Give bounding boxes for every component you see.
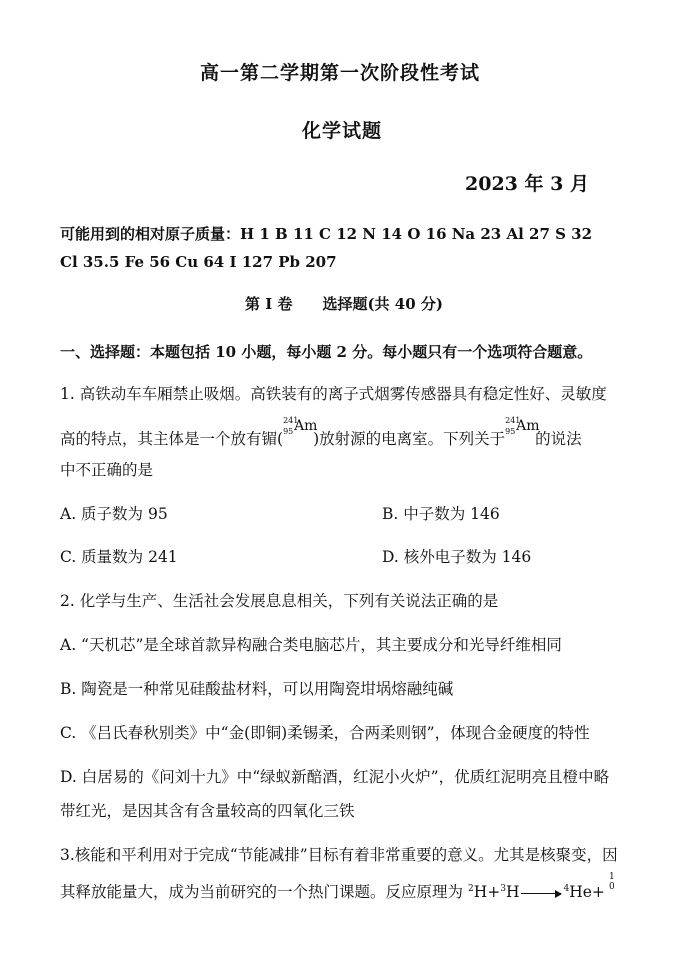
- reaction-arrow: [521, 893, 561, 894]
- q2-option-c: C. 《吕氏春秋别类》中“金(即铜)柔锡柔，合两柔则钢”，体现合金硬度的特性: [60, 724, 590, 742]
- q3-line-2: [60, 880, 605, 902]
- q2-option-b: B. 陶瓷是一种常见硅酸盐材料，可以用陶瓷坩埚熔融纯碱: [60, 680, 454, 698]
- q1-option-b: B. 中子数为 146: [382, 505, 500, 523]
- q1-line-3: 中不正确的是: [60, 461, 154, 479]
- atomic-mass-line-1: 可能用到的相对原子质量：H 1 B 11 C 12 N 14 O 16 Na 23 Al 27 S 32: [60, 225, 593, 243]
- q2-option-d-line-1: D. 白居易的《问刘十九》中“绿蚁新醅酒，红泥小火炉”，优质红泥明亮且橙中略: [60, 768, 610, 786]
- section-instruction: 一、选择题：本题包括 10 小题，每小题 2 分。每小题只有一个选项符合题意。: [60, 343, 593, 361]
- q2-stem: 2. 化学与生产、生活社会发展息息相关，下列有关说法正确的是: [60, 592, 499, 610]
- q1-line-2-b: )放射源的电离室。下列关于: [313, 430, 506, 448]
- q1-line-2-a: 高的特点，其主体是一个放有镅(: [60, 430, 284, 448]
- exam-subtitle: 化学试题: [302, 120, 383, 142]
- am-nuclide-2: 241 95 Am: [505, 416, 540, 436]
- q3-line-2-text: 其释放能量大，成为当前研究的一个热门课题。反应原理为: [60, 883, 464, 901]
- q1-line-2-c: 的说法: [535, 430, 582, 448]
- exam-title: 高一第二学期第一次阶段性考试: [200, 62, 481, 84]
- section-heading: 第 I 卷 选择题(共 40 分): [245, 295, 443, 313]
- q1-option-a: A. 质子数为 95: [60, 505, 168, 523]
- exam-date: 2023 年 3 月: [465, 173, 589, 195]
- neutron-notation: 1 0: [609, 872, 615, 892]
- q2-option-d-line-2: 带红光，是因其含有含量较高的四氧化三铁: [60, 802, 355, 820]
- q3-line-1: 3.核能和平利用对于完成“节能减排”目标有着非常重要的意义。尤其是核聚变，因: [60, 846, 618, 864]
- q1-line-1: 1. 高铁动车车厢禁止吸烟。高铁装有的离子式烟雾传感器具有稳定性好、灵敏度: [60, 385, 607, 403]
- am-nuclide: 241 95 Am: [283, 416, 318, 436]
- q1-option-c: C. 质量数为 241: [60, 548, 178, 566]
- q1-option-d: D. 核外电子数为 146: [382, 548, 532, 566]
- q2-option-a: A. “天机芯”是全球首款异构融合类电脑芯片，其主要成分和光导纤维相同: [60, 636, 562, 654]
- atomic-mass-line-2: Cl 35.5 Fe 56 Cu 64 I 127 Pb 207: [60, 253, 337, 271]
- reaction-equation: $^2$H+$^3$H $^4$He+: [467, 883, 605, 901]
- q1-line-2: [60, 416, 582, 449]
